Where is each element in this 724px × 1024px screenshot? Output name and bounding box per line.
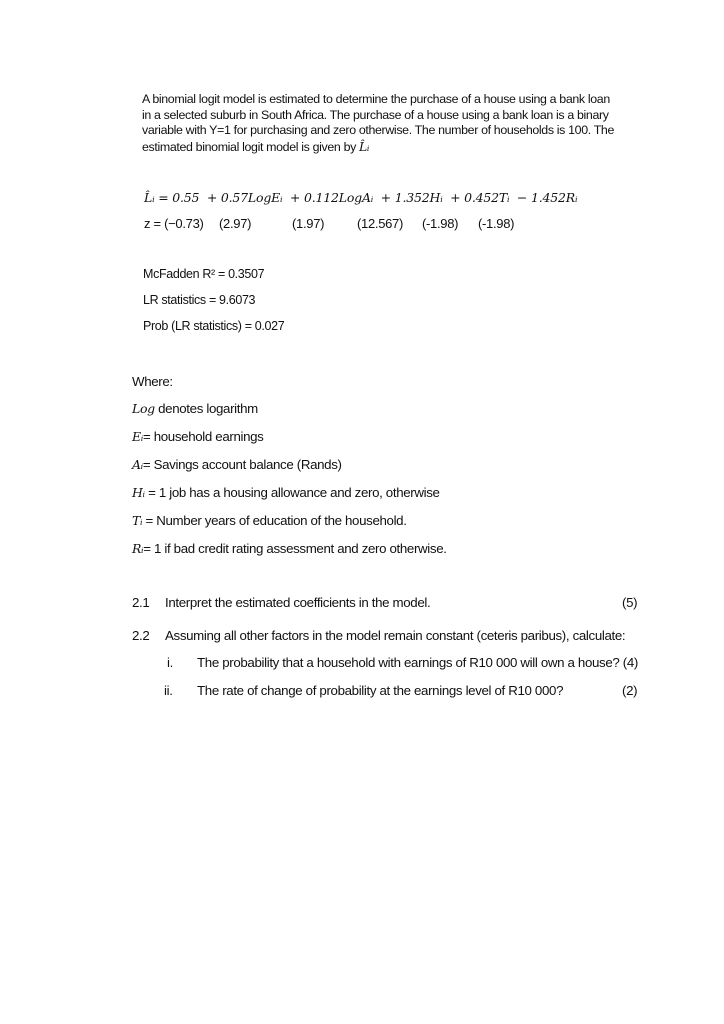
var-description: denotes logarithm xyxy=(154,401,258,416)
var-description: = 1 if bad credit rating assessment and zero otherwise. xyxy=(143,541,447,556)
intro-symbol: L̂ᵢ xyxy=(359,138,370,154)
intro-line: variable with Y=1 for purchasing and zero otherwise. The number of households is 100. The xyxy=(142,123,615,137)
z-value: (12.567) xyxy=(357,216,404,231)
intro-line: A binomial logit model is estimated to determine the purchase of a house using a bank loan xyxy=(142,92,610,106)
equation-lhs: L̂ᵢ = 0.55 xyxy=(144,190,200,205)
question-marks: (2) xyxy=(622,683,638,698)
z-label: z = (−0.73) xyxy=(144,216,204,231)
var-description: = Savings account balance (Rands) xyxy=(142,457,342,472)
var-symbol: Hᵢ xyxy=(132,485,145,500)
intro-line-text: estimated binomial logit model is given by xyxy=(142,139,356,154)
equation-term: − 1.452Rᵢ xyxy=(516,190,578,205)
equation-term: + 1.352Hᵢ xyxy=(380,190,443,205)
subquestion-number: i. xyxy=(167,655,173,670)
logit-equation xyxy=(144,190,577,205)
intro-paragraph xyxy=(142,92,615,155)
z-value: (-1.98) xyxy=(422,216,459,231)
definition-education xyxy=(132,513,407,528)
equation-term: + 0.452Tᵢ xyxy=(450,190,510,205)
intro-line: in a selected suburb in South Africa. The purchase of a house using a bank loan is a binary xyxy=(142,107,609,122)
var-symbol: Eᵢ xyxy=(132,429,143,444)
equation-term: + 0.57LogEᵢ xyxy=(206,190,283,205)
z-value: (-1.98) xyxy=(478,216,515,231)
lr-statistic: LR statistics = 9.6073 xyxy=(143,293,256,307)
question-number: 2.2 xyxy=(132,628,150,643)
var-symbol: Aᵢ xyxy=(132,457,143,472)
where-heading: Where: xyxy=(132,374,173,389)
definition-credit xyxy=(132,541,447,556)
z-value: (1.97) xyxy=(292,216,325,231)
subquestion-text: The rate of change of probability at the earnings level of R10 000? xyxy=(197,683,564,698)
definition-earnings xyxy=(132,429,263,444)
var-symbol: Tᵢ xyxy=(132,513,143,528)
var-description: = 1 job has a housing allowance and zero, otherwise xyxy=(144,485,440,500)
definition-savings xyxy=(132,457,342,472)
z-value: (2.97) xyxy=(219,216,252,231)
intro-line xyxy=(142,139,612,156)
var-symbol: Rᵢ xyxy=(132,541,144,556)
var-description: = Number years of education of the household. xyxy=(142,513,407,528)
definition-log xyxy=(132,401,258,416)
subquestion-number: ii. xyxy=(164,683,173,698)
question-text: Assuming all other factors in the model remain constant (ceteris paribus), calculate: xyxy=(165,628,626,643)
lr-probability: Prob (LR statistics) = 0.027 xyxy=(143,319,285,333)
mcfadden-r2: McFadden R² = 0.3507 xyxy=(143,267,265,281)
question-text: Interpret the estimated coefficients in the model. xyxy=(165,595,431,610)
var-description: = household earnings xyxy=(142,429,264,444)
question-number: 2.1 xyxy=(132,595,150,610)
var-symbol: Log xyxy=(132,401,155,416)
subquestion-text: The probability that a household with earnings of R10 000 will own a house? (4) xyxy=(197,655,638,670)
equation-term: + 0.112LogAᵢ xyxy=(289,190,374,205)
question-marks: (5) xyxy=(622,595,638,610)
definition-housing xyxy=(132,485,440,500)
